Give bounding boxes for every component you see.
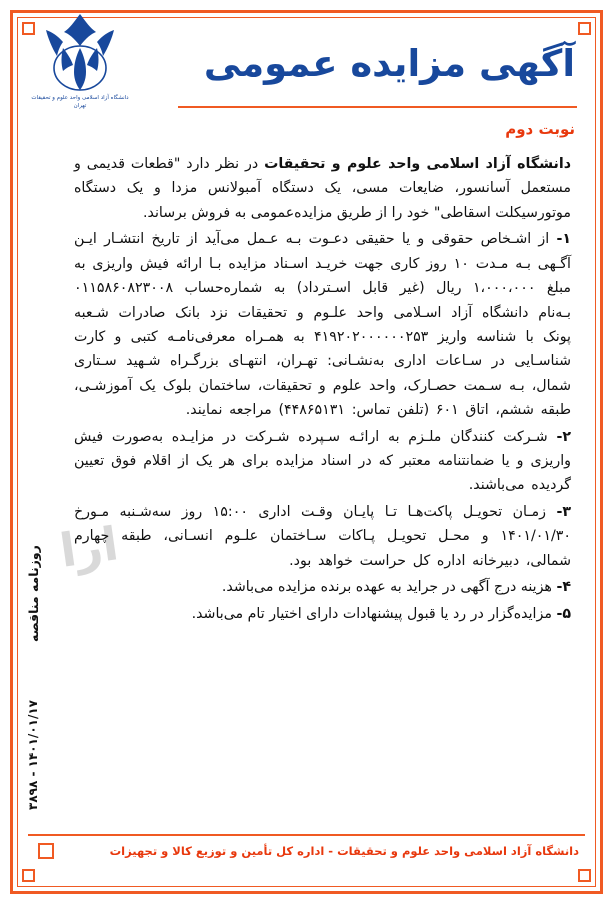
clause-3-text: زمـان تحویـل پاکت‌هـا تـا پایـان وقـت اداری ۱۵:۰۰ روز سه‌شـنبه مـورخ ۱۴۰۱/۰۱/۳۰ و محـل تحویـل پـاکات سـاختمان علـوم انسـانی، طبقه چهارم شمالی، دبیرخانه اداره کل حراست خواهد بود.	[74, 503, 571, 569]
clause-3	[74, 500, 571, 573]
page-title: آگهی مزایده عمومی	[203, 42, 575, 85]
header-divider	[178, 106, 577, 108]
clause-4-number: ۴-	[556, 579, 571, 596]
clause-2-number: ۲-	[556, 428, 571, 445]
clause-1	[74, 227, 571, 422]
clause-5	[74, 602, 571, 626]
document-footer	[28, 834, 585, 874]
clause-5-text: مزایده‌گزار در رد یا قبول پیشنهادات دارای اختیار تام می‌باشد.	[191, 605, 557, 622]
round-badge: نوبت دوم	[505, 120, 575, 138]
organization-name: دانشگاه آزاد اسلامی واحد علوم و تحقیقات	[264, 156, 571, 172]
clause-4	[74, 575, 571, 599]
notice-body	[74, 152, 571, 628]
issue-date: ۱۴۰۱/۰۱/۱۷ - ۳۸۹۸	[26, 700, 40, 810]
clause-1-text: از اشـخاص حقوقی و یا حقیقی دعـوت بـه عـمل می‌آید از تاریخ انتشـار ایـن آگـهی بـه مـدت ۱۰ روز کاری جهت خریـد اسـناد مزایده بـا ارائه فیش واریزی به مبلغ ۱،۰۰۰،۰۰۰ ریال (غیر قابل اسـترداد) به شماره‌حساب ۰۱۱۵۸۶۰۸۲۳۰۰۸ بـه‌نام دانشگاه آزاد اسـلامی واحد علـوم و تحقیقات نزد بانک صادرات شـعبه پونک با شناسه واریز ۴۱۹۲۰۲۰۰۰۰۰۰۲۵۳ به همـراه معرفی‌نامـه کتبی و کارت شناسـایی در سـاعات اداری به‌نشـانی: تهـران، انتهـای بزرگـراه شـهید سـتاری شمال، بـه سـمت حصـارک، واحد علوم و تحقیقات، ساختمان بلوک یک آموزشـی، طبقه ششم، اتاق ۶۰۱ (تلفن تماس: ۴۴۸۶۵۱۳۱) مراجعه نمایند.	[74, 231, 571, 419]
azad-university-logo	[30, 8, 130, 118]
footer-text: دانشگاه آزاد اسلامی واحد علوم و تحقیقات - اداره کل تأمین و توزیع کالا و تجهیزات	[109, 844, 579, 858]
clause-2	[74, 425, 571, 498]
clause-4-text: هزینه درج آگهی در جراید به عهده برنده مزایده می‌باشد.	[221, 579, 557, 596]
intro-text: در نظر دارد "قطعات قدیمی و مستعمل آسانسور، ضایعات مسی، یک دستگاه آمبولانس مزدا و یک دستگاه موتورسیکلت اسقاطی" خود را از طریق مزایده‌عمومی به فروش برساند.	[74, 156, 571, 221]
newspaper-label: روزنامه مناقصه	[26, 545, 41, 642]
intro-paragraph	[74, 152, 571, 225]
footer-divider	[28, 834, 585, 836]
clause-5-number: ۵-	[556, 605, 571, 622]
clause-3-number: ۳-	[556, 503, 571, 520]
footer-square-icon	[38, 843, 54, 859]
clause-2-text: شـرکت کنندگان ملـزم به ارائـه سـپرده شـرکت در مزایـده به‌صورت فیش واریزی و یا ضمانتنامه معتبر که در اسناد مزایده برای هر یک از اقلام فوق تعیین گردیده می‌باشند.	[74, 428, 571, 494]
clause-1-number: ۱-	[556, 231, 571, 248]
decorative-watermark: ارا	[56, 516, 122, 578]
logo-caption: دانشگاه آزاد اسلامی واحد علوم و تحقیقات تهران	[31, 95, 129, 110]
